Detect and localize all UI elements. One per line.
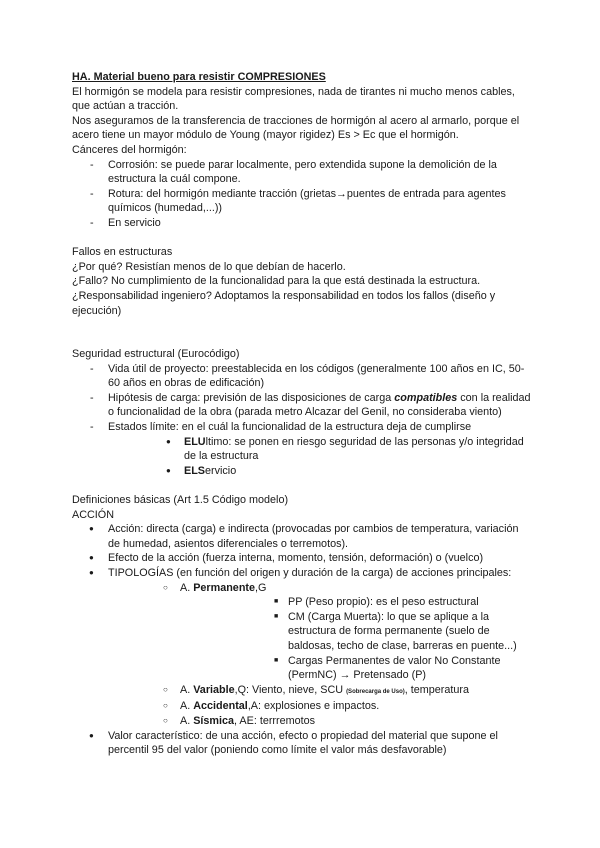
seguridad-list [72, 362, 532, 479]
list-item: ○ A. Sísmica, AE: terrremotos [108, 714, 532, 729]
cancers-list [72, 158, 532, 231]
list-item: ○ A. Accidental,A: explosiones e impactos. [108, 699, 532, 714]
tipologias-list [108, 581, 532, 729]
list-item: ● Efecto de la acción (fuerza interna, momento, tensión, deformación) o (vuelco) [72, 551, 532, 566]
list-item: ■ Cargas Permanentes de valor No Constante (PermNC) → Pretensado (P) [180, 654, 532, 683]
estados-list [108, 435, 532, 479]
paragraph: ¿Por qué? Resistían menos de lo que debían de hacerlo. [72, 260, 346, 273]
definiciones-list [72, 522, 532, 758]
list-item: ● TIPOLOGÍAS (en función del origen y duración de la carga) de acciones principales: ○ A. Permanente,G ■ PP (Peso propio): es el peso estructural ■ CM (Carga Muerta): lo que se aplique a la estructura de forma permanente (suelo de baldosas, techo de clase, barreras en puente...) ■ Cargas Permanentes de valor No Constante (PermNC) → Pretensado (P) ○ A. Variable,Q: Viento, nieve, SCU (Sobrecarga de Uso), temperatura ○ A. Accidental,A: explosiones e impactos. ○ A. Sísmica, AE: terrremotos [72, 566, 532, 729]
list-item: ● ELUltimo: se ponen en riesgo seguridad de las personas y/o integridad de la estructura [108, 435, 532, 464]
list-item: ■ PP (Peso propio): es el peso estructural [180, 595, 532, 610]
paragraph: Cánceres del hormigón: [72, 143, 187, 156]
list-item: ● Acción: directa (carga) e indirecta (provocadas por cambios de temperatura, variación de humedad, asientos diferenciales o terremotos). [72, 522, 532, 551]
section-title-ha: HA. Material bueno para resistir COMPRESIONES [72, 71, 326, 83]
section-title-fallos: Fallos en estructuras [72, 246, 173, 259]
permanente-list [180, 595, 532, 683]
list-item: - Vida útil de proyecto: preestablecida en los códigos (generalmente 100 años en IC, 50-60 años en obras de edificación) [72, 362, 532, 391]
list-item: - Rotura: del hormigón mediante tracción (grietas→puentes de entrada para agentes químicos (humedad,...)) [72, 187, 532, 216]
subheading-accion: ACCIÓN [72, 508, 114, 521]
list-item: ○ A. Variable,Q: Viento, nieve, SCU (Sobrecarga de Uso), temperatura [108, 683, 532, 700]
list-item: ○ A. Permanente,G ■ PP (Peso propio): es el peso estructural ■ CM (Carga Muerta): lo que se aplique a la estructura de forma permanente (suelo de baldosas, techo de clase, barreras en puente...) ■ Cargas Permanentes de valor No Constante (PermNC) → Pretensado (P) [108, 581, 532, 683]
list-item: - Estados límite: en el cuál la funcionalidad de la estructura deja de cumplirse ● ELUltimo: se ponen en riesgo seguridad de las personas y/o integridad de la estructura ● ELServicio [72, 420, 532, 478]
list-item: - Corrosión: se puede parar localmente, pero extendida supone la demolición de la estructura la cuál compone. [72, 158, 532, 187]
section-title-definiciones: Definiciones básicas (Art 1.5 Código modelo) [72, 494, 289, 507]
list-item: ● ELServicio [108, 464, 532, 479]
paragraph: ¿Fallo? No cumplimiento de la funcionalidad para la que está destinada la estructura. [72, 275, 481, 288]
list-item: ■ CM (Carga Muerta): lo que se aplique a la estructura de forma permanente (suelo de baldosas, techo de clase, barreras en puente...) [180, 610, 532, 654]
paragraph: Nos aseguramos de la transferencia de tracciones de hormigón al acero al armarlo, porque el acero tiene un mayor módulo de Young (mayor rigidez) Es > Ec que el hormigón. [72, 114, 520, 142]
list-item: - Hipótesis de carga: previsión de las disposiciones de carga compatibles con la realidad o funcionalidad de la obra (parada metro Alcazar del Genil, no consideraba viento) [72, 391, 532, 420]
paragraph: ¿Responsabilidad ingeniero? Adoptamos la responsabilidad en todos los fallos (diseño y ejecución) [72, 289, 496, 317]
list-item: ● Valor característico: de una acción, efecto o propiedad del material que supone el percentil 95 del valor (poniendo como límite el valor más desfavorable) [72, 729, 532, 758]
list-item: - En servicio [72, 216, 532, 231]
paragraph: El hormigón se modela para resistir compresiones, nada de tirantes ni mucho menos cables, que actúan a tracción. [72, 85, 515, 113]
document-page [72, 70, 532, 758]
section-title-seguridad: Seguridad estructural (Eurocódigo) [72, 348, 240, 361]
